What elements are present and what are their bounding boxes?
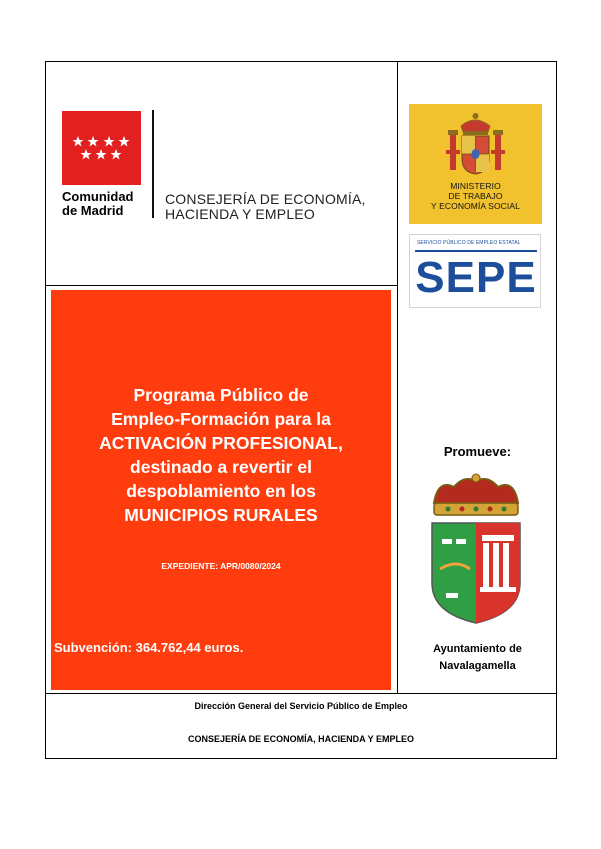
program-title-line: Empleo-Formación para la bbox=[111, 409, 331, 429]
logo-separator bbox=[152, 110, 154, 218]
comunidad-madrid-flag-logo bbox=[62, 111, 141, 185]
ayuntamiento-line2: Navalagamella bbox=[439, 660, 516, 672]
program-title-line: ACTIVACIÓN PROFESIONAL, bbox=[99, 433, 343, 453]
program-title-line: despoblamiento en los bbox=[126, 481, 316, 501]
navalagamella-crest-icon bbox=[424, 473, 528, 630]
consejeria-name bbox=[165, 192, 395, 222]
ministerio-line1: MINISTERIO bbox=[450, 181, 501, 191]
sepe-wordmark: SEPE bbox=[415, 253, 537, 302]
comunidad-name-line1: Comunidad bbox=[62, 189, 134, 204]
footer-divider bbox=[45, 693, 557, 694]
ministerio-line3: Y ECONOMÍA SOCIAL bbox=[431, 201, 520, 211]
sepe-subtitle: SERVICIO PÚBLICO DE EMPLEO ESTATAL bbox=[417, 240, 521, 246]
promueve-label: Promueve: bbox=[443, 444, 512, 459]
footer-consejeria: CONSEJERÍA DE ECONOMÍA, HACIENDA Y EMPLEO bbox=[187, 734, 415, 744]
ministerio-name bbox=[409, 181, 542, 211]
ministerio-line2: DE TRABAJO bbox=[448, 191, 503, 201]
consejeria-line2: HACIENDA Y EMPLEO bbox=[165, 206, 315, 222]
subvencion-amount: Subvención: 364.762,44 euros. bbox=[54, 640, 244, 655]
program-title-line: MUNICIPIOS RURALES bbox=[124, 505, 318, 525]
column-divider bbox=[397, 61, 398, 694]
comunidad-name-line2: de Madrid bbox=[62, 203, 124, 218]
program-title-line: Programa Público de bbox=[133, 385, 309, 405]
sepe-rule bbox=[415, 250, 537, 252]
expediente-number: EXPEDIENTE: APR/0080/2024 bbox=[161, 561, 281, 571]
ayuntamiento-line1: Ayuntamiento de bbox=[433, 643, 522, 655]
consejeria-line1: CONSEJERÍA DE ECONOMÍA, bbox=[165, 191, 366, 207]
comunidad-madrid-name bbox=[62, 190, 154, 218]
program-title bbox=[51, 383, 391, 527]
ayuntamiento-name bbox=[398, 641, 557, 675]
footer-direccion: Dirección General del Servicio Público de Empleo bbox=[194, 701, 408, 711]
program-title-line: destinado a revertir el bbox=[130, 457, 312, 477]
header-divider bbox=[45, 285, 398, 286]
